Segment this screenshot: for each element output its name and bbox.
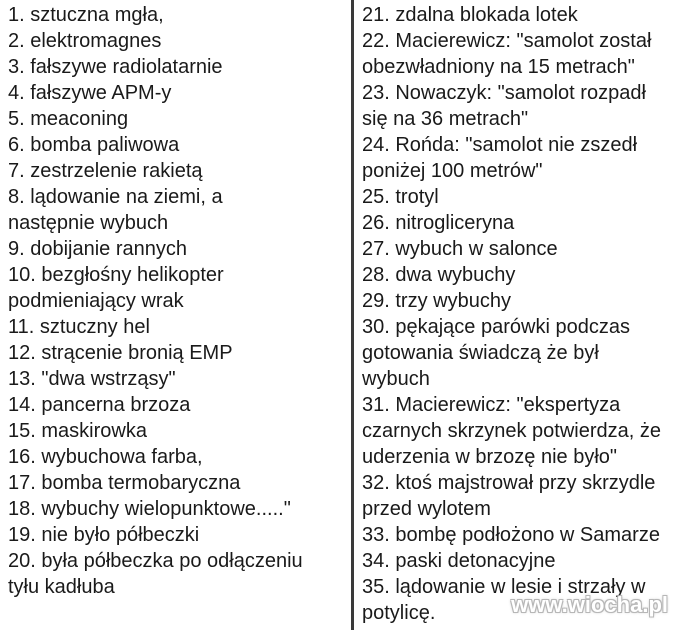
list-line: 33. bombę podłożono w Samarze [362, 524, 660, 546]
list-line: wybuch [362, 368, 430, 390]
list-line: 29. trzy wybuchy [362, 290, 511, 312]
list-line: 2. elektromagnes [8, 30, 162, 52]
list-line: potylicę. [362, 602, 436, 624]
list-line: 21. zdalna blokada lotek [362, 4, 578, 26]
list-line: 6. bomba paliwowa [8, 134, 180, 156]
list-line: tyłu kadłuba [8, 576, 115, 598]
list-line: uderzenia w brzozę nie było" [362, 446, 618, 468]
list-line: 15. maskirowka [8, 420, 147, 442]
list-line: 1. sztuczna mgła, [8, 4, 164, 26]
list-line: 16. wybuchowa farba, [8, 446, 203, 468]
list-line: 18. wybuchy wielopunktowe....." [8, 498, 291, 520]
list-line: obezwładniony na 15 metrach" [362, 56, 635, 78]
list-line: 11. sztuczny hel [8, 316, 150, 338]
list-line: 13. "dwa wstrząsy" [8, 368, 176, 390]
column-divider [351, 0, 354, 630]
list-line: 24. Rońda: "samolot nie zszedł [362, 134, 638, 156]
right-column-list [362, 2, 680, 626]
list-line: 34. paski detonacyjne [362, 550, 556, 572]
list-line: poniżej 100 metrów" [362, 160, 543, 182]
list-line: przed wylotem [362, 498, 491, 520]
list-line: 3. fałszywe radiolatarnie [8, 56, 223, 78]
list-line: 12. strącenie bronią EMP [8, 342, 233, 364]
list-line: 35. lądowanie w lesie i strzały w [362, 576, 646, 598]
list-line: podmieniający wrak [8, 290, 184, 312]
list-line: 26. nitrogliceryna [362, 212, 515, 234]
list-line: 19. nie było półbeczki [8, 524, 200, 546]
list-line: 4. fałszywe APM-y [8, 82, 172, 104]
list-line: 32. ktoś majstrował przy skrzydle [362, 472, 656, 494]
list-line: 9. dobijanie rannych [8, 238, 188, 260]
list-line: 8. lądowanie na ziemi, a [8, 186, 223, 208]
list-line: 14. pancerna brzoza [8, 394, 191, 416]
list-line: 27. wybuch w salonce [362, 238, 558, 260]
list-line: 5. meaconing [8, 108, 129, 130]
list-line: gotowania świadczą że był [362, 342, 599, 364]
list-line: następnie wybuch [8, 212, 169, 234]
list-line: 31. Macierewicz: "ekspertyza [362, 394, 621, 416]
left-column-list [8, 2, 346, 600]
list-line: 25. trotyl [362, 186, 439, 208]
list-line: 20. była półbeczka po odłączeniu [8, 550, 303, 572]
list-line: 30. pękające parówki podczas [362, 316, 630, 338]
list-line: 7. zestrzelenie rakietą [8, 160, 203, 182]
watermark-logo: www.wiocha.pl [511, 592, 668, 617]
list-line: 28. dwa wybuchy [362, 264, 516, 286]
list-line: 23. Nowaczyk: "samolot rozpadł [362, 82, 646, 104]
list-line: 10. bezgłośny helikopter [8, 264, 224, 286]
list-line: się na 36 metrach" [362, 108, 529, 130]
list-line: czarnych skrzynek potwierdza, że [362, 420, 662, 442]
list-line: 22. Macierewicz: "samolot został [362, 30, 652, 52]
list-line: 17. bomba termobaryczna [8, 472, 241, 494]
